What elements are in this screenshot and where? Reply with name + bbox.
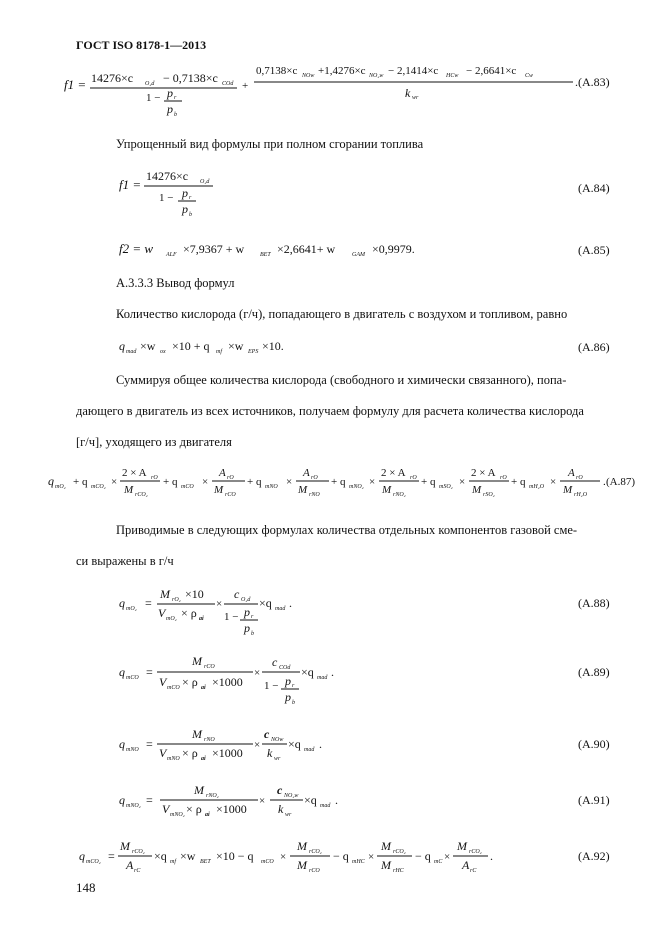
formula-subscript: wr xyxy=(274,756,281,762)
formula-subscript: b xyxy=(292,700,295,706)
formula-subscript: rNO₂ xyxy=(393,492,406,498)
formula-text: × xyxy=(550,476,557,488)
formula-text: . xyxy=(603,476,606,488)
formula-text: V xyxy=(159,746,167,760)
formula-subscript: BET xyxy=(200,859,211,865)
formula-subscript: NO₂w xyxy=(284,793,299,799)
formula-text: × xyxy=(369,476,376,488)
formula-text: A xyxy=(126,858,134,872)
formula-subscript: ox xyxy=(160,349,166,355)
formula-text: A xyxy=(219,467,226,479)
formula-text: × xyxy=(259,795,266,807)
formula-text: = xyxy=(146,665,153,679)
formula-subscript: mCO xyxy=(261,859,274,865)
document-header: ГОСТ ISO 8178-1—2013 xyxy=(76,38,207,52)
formula-text: p xyxy=(285,674,291,688)
formula-text: + q xyxy=(511,476,526,488)
formula-text: + q xyxy=(73,476,88,488)
formula-subscript: mSO₂ xyxy=(439,484,453,490)
formula-subscript: GAM xyxy=(352,252,365,258)
formula-text: f2 = w xyxy=(119,241,154,256)
formula-text: × xyxy=(368,851,375,863)
formula-subscript: mCO xyxy=(126,675,139,681)
formula-subscript: mHC xyxy=(352,859,365,865)
formula-subscript: rO xyxy=(410,475,417,481)
formula-text: 14276×c xyxy=(91,71,134,85)
formula-text: × xyxy=(444,851,451,863)
formula-text: ×7,9367 + w xyxy=(183,242,245,256)
formula-text: 2 × A xyxy=(471,467,496,479)
formula-subscript: mC xyxy=(434,859,443,865)
formula-text: k xyxy=(278,802,284,816)
formula-subscript: NOw xyxy=(302,73,315,79)
formula-text: M xyxy=(382,484,392,496)
formula-text: M xyxy=(472,484,482,496)
formula-subscript: rSO₂ xyxy=(483,492,495,498)
formula-text: +1,4276×c xyxy=(318,65,366,77)
formula-text: q xyxy=(119,737,125,751)
formula-subscript: NO₂w xyxy=(369,73,384,79)
section-heading: A.3.3.3 Вывод формул xyxy=(116,276,235,290)
paragraph: дающего в двигатель из всех источников, получаем формулу для расчета количества кислорода xyxy=(76,404,584,418)
formula-text: 1 − xyxy=(264,680,279,692)
formula-text: M xyxy=(457,839,467,853)
formula-subscript: rC xyxy=(134,868,141,874)
formula-text: p xyxy=(182,202,188,216)
formula-text: 1 − xyxy=(146,92,161,104)
formula-text: M xyxy=(214,484,224,496)
formula-text: − 2,1414×c xyxy=(388,65,439,77)
formula-text: ×1000 xyxy=(212,746,243,760)
formula-text: p xyxy=(167,102,173,116)
formula-subscript: rH₂O xyxy=(574,492,588,498)
formula-text: k xyxy=(267,746,273,760)
formula-text: = xyxy=(146,793,153,807)
formula-text: p xyxy=(244,605,250,619)
formula-text: × xyxy=(216,598,223,610)
formula-subscript: mad xyxy=(320,803,331,809)
formula-subscript: rO xyxy=(576,475,583,481)
formula-subscript: BET xyxy=(260,252,271,258)
formula-text: ×q xyxy=(304,793,317,807)
formula-subscript: rNO xyxy=(204,737,215,743)
formula-text: ×q xyxy=(301,665,314,679)
formula-a91 xyxy=(0,778,661,822)
equation-number: (A.85) xyxy=(578,243,610,257)
formula-subscript: rO xyxy=(311,475,318,481)
formula-subscript: b xyxy=(251,631,254,637)
formula-subscript: COd xyxy=(279,665,291,671)
formula-text: ×w xyxy=(140,339,156,353)
formula-text: + xyxy=(242,80,249,92)
equation-number: (A.86) xyxy=(578,340,610,354)
formula-subscript: mNO₂ xyxy=(349,484,364,490)
equation-number: (A.84) xyxy=(578,181,610,195)
formula-text: × ρ xyxy=(182,675,198,689)
formula-text: × xyxy=(286,476,293,488)
formula-subscript: mO₂ xyxy=(166,616,177,622)
formula-text: A xyxy=(303,467,310,479)
formula-text: × ρ xyxy=(181,606,197,620)
formula-subscript: NOw xyxy=(271,737,284,743)
formula-subscript: ai xyxy=(199,616,204,622)
formula-text: c xyxy=(264,727,270,741)
formula-text: ×q xyxy=(259,596,272,610)
equation-number: (A.88) xyxy=(578,596,610,610)
formula-subscript: r xyxy=(174,95,177,101)
formula-text: M xyxy=(192,727,202,741)
formula-subscript: mf xyxy=(216,349,222,355)
equation-number: (A.89) xyxy=(578,665,610,679)
formula-subscript: rHC xyxy=(393,868,404,874)
paragraph: [г/ч], уходящего из двигателя xyxy=(76,435,232,449)
formula-text: p xyxy=(285,690,291,704)
formula-text: + q xyxy=(247,476,262,488)
formula-text: × xyxy=(254,667,261,679)
formula-text: . xyxy=(490,849,493,863)
formula-a89 xyxy=(0,648,661,710)
formula-text: ×q xyxy=(288,737,301,751)
formula-subscript: rCO₂ xyxy=(309,849,322,855)
formula-text: . xyxy=(289,596,292,610)
formula-text: × xyxy=(202,476,209,488)
formula-subscript: r xyxy=(292,683,295,689)
formula-subscript: O₂d xyxy=(145,81,155,87)
formula-text: M xyxy=(297,839,307,853)
formula-text: A xyxy=(568,467,575,479)
equation-number: (A.83) xyxy=(578,75,610,89)
formula-subscript: O₂d xyxy=(241,597,251,603)
formula-subscript: ai xyxy=(201,756,206,762)
formula-text: M xyxy=(381,858,391,872)
paragraph: Количество кислорода (г/ч), попадающего в двигатель с воздухом и топливом, равно xyxy=(116,307,568,321)
formula-a86 xyxy=(0,334,661,358)
formula-text: A xyxy=(462,858,470,872)
formula-lhs: f1 = xyxy=(64,77,87,92)
formula-text: 1 − xyxy=(224,611,239,623)
formula-text: p xyxy=(182,186,188,200)
formula-subscript: wr xyxy=(285,812,292,818)
formula-text: V xyxy=(159,675,167,689)
paragraph: си выражены в г/ч xyxy=(76,554,174,568)
formula-text: ×1000 xyxy=(212,675,243,689)
formula-text: M xyxy=(160,587,170,601)
formula-text: p xyxy=(244,621,250,635)
formula-text: ×10 − q xyxy=(216,849,254,863)
formula-text: 1 − xyxy=(159,192,174,204)
formula-a87 xyxy=(0,461,661,505)
formula-subscript: mCO₂ xyxy=(91,484,106,490)
formula-subscript: HCw xyxy=(446,73,459,79)
formula-text: − 2,6641×c xyxy=(466,65,517,77)
paragraph: Приводимые в следующих формулах количества отдельных компонентов газовой сме- xyxy=(116,523,578,537)
formula-subscript: rCO₂ xyxy=(393,849,406,855)
paragraph: Суммируя общее количества кислорода (свободного и химически связанного), попа- xyxy=(116,373,567,387)
formula-subscript: O₂d xyxy=(200,179,210,185)
formula-text: k xyxy=(405,86,411,100)
formula-subscript: EPS xyxy=(248,349,259,355)
formula-subscript: mNO xyxy=(167,756,180,762)
formula-text: . xyxy=(335,793,338,807)
formula-text: 2 × A xyxy=(122,467,147,479)
formula-text: q xyxy=(119,339,125,353)
formula-text: = xyxy=(108,849,115,863)
formula-a84 xyxy=(0,162,661,222)
formula-text: × xyxy=(254,739,261,751)
formula-subscript: mO₂ xyxy=(126,606,137,612)
formula-text: V xyxy=(158,606,166,620)
formula-subscript: Cw xyxy=(525,73,534,79)
formula-subscript: mNO xyxy=(126,747,139,753)
formula-text: ×10 xyxy=(185,587,204,601)
formula-subscript: mCO xyxy=(181,484,194,490)
formula-subscript: rO₂ xyxy=(172,597,181,603)
formula-text: M xyxy=(194,783,204,797)
equation-number: (A.87) xyxy=(606,476,636,488)
formula-text: 14276×c xyxy=(146,169,189,183)
formula-subscript: rO xyxy=(151,475,158,481)
formula-text: . xyxy=(331,665,334,679)
formula-subscript: mNO₂ xyxy=(126,803,141,809)
formula-subscript: wr xyxy=(412,95,419,101)
formula-subscript: mNO₂ xyxy=(170,812,185,818)
formula-subscript: r xyxy=(189,195,192,201)
formula-subscript: mad xyxy=(126,349,137,355)
formula-subscript: mO₂ xyxy=(55,484,66,490)
formula-text: − 0,7138×c xyxy=(163,71,218,85)
formula-text: + q xyxy=(331,476,346,488)
formula-subscript: rNO xyxy=(309,492,320,498)
formula-text: . xyxy=(575,75,578,89)
formula-subscript: mNO xyxy=(265,484,278,490)
formula-text: ×10 + q xyxy=(172,339,210,353)
formula-text: ×2,6641+ w xyxy=(277,242,336,256)
formula-subscript: mCO xyxy=(167,685,180,691)
formula-lhs: f1 = xyxy=(119,177,142,192)
formula-a88 xyxy=(0,580,661,642)
formula-text: ×1000 xyxy=(216,802,247,816)
formula-text: × xyxy=(280,851,287,863)
formula-subscript: COd xyxy=(222,81,234,87)
formula-text: c xyxy=(277,783,283,797)
formula-text: c xyxy=(234,587,240,601)
formula-text: q xyxy=(48,474,54,488)
formula-text: ×0,9979. xyxy=(372,242,415,256)
formula-subscript: ai xyxy=(205,812,210,818)
equation-number: (A.90) xyxy=(578,737,610,751)
formula-subscript: b xyxy=(189,212,192,218)
page-number: 148 xyxy=(76,880,96,895)
formula-text: M xyxy=(124,484,134,496)
formula-subscript: r xyxy=(251,614,254,620)
formula-text: ×10. xyxy=(262,339,284,353)
formula-text: M xyxy=(120,839,130,853)
formula-text: p xyxy=(167,86,173,100)
formula-subscript: rO xyxy=(227,475,234,481)
formula-subscript: b xyxy=(174,112,177,118)
formula-text: M xyxy=(381,839,391,853)
formula-text: V xyxy=(162,802,170,816)
formula-text: ×w xyxy=(180,849,196,863)
formula-subscript: rCO xyxy=(309,868,320,874)
formula-a90 xyxy=(0,722,661,766)
formula-text: + q xyxy=(163,476,178,488)
formula-text: c xyxy=(272,655,278,669)
equation-number: (A.92) xyxy=(578,849,610,863)
formula-text: × xyxy=(459,476,466,488)
formula-text: 0,7138×c xyxy=(256,65,298,77)
formula-text: × ρ xyxy=(182,746,198,760)
formula-text: . xyxy=(319,737,322,751)
formula-subscript: mad xyxy=(317,675,328,681)
formula-a83 xyxy=(0,58,661,128)
formula-text: M xyxy=(298,484,308,496)
formula-subscript: mH₂O xyxy=(529,484,545,490)
formula-text: ×w xyxy=(228,339,244,353)
formula-text: q xyxy=(79,849,85,863)
formula-text: = xyxy=(145,596,152,610)
formula-subscript: ALF xyxy=(166,252,177,258)
formula-a92 xyxy=(0,834,661,878)
formula-subscript: mad xyxy=(275,606,286,612)
paragraph: Упрощенный вид формулы при полном сгорании топлива xyxy=(116,137,424,151)
formula-subscript: ai xyxy=(201,685,206,691)
formula-text: q xyxy=(119,596,125,610)
formula-subscript: rCO xyxy=(204,664,215,670)
formula-a85 xyxy=(0,236,661,260)
formula-subscript: rO xyxy=(500,475,507,481)
formula-text: 2 × A xyxy=(381,467,406,479)
formula-subscript: mf xyxy=(170,859,176,865)
formula-text: q xyxy=(119,665,125,679)
formula-subscript: rCO₂ xyxy=(135,492,148,498)
formula-text: − q xyxy=(333,849,349,863)
formula-subscript: rCO₂ xyxy=(469,849,482,855)
formula-text: ×q xyxy=(154,849,167,863)
formula-subscript: rCO₂ xyxy=(132,849,145,855)
formula-text: = xyxy=(146,737,153,751)
formula-text: q xyxy=(119,793,125,807)
formula-subscript: rNO₂ xyxy=(206,793,219,799)
formula-subscript: rCO xyxy=(225,492,236,498)
formula-text: − q xyxy=(415,849,431,863)
formula-text: × ρ xyxy=(186,802,202,816)
formula-text: + q xyxy=(421,476,436,488)
equation-number: (A.91) xyxy=(578,793,610,807)
formula-subscript: rC xyxy=(470,868,477,874)
formula-text: M xyxy=(297,858,307,872)
formula-text: M xyxy=(563,484,573,496)
formula-subscript: mad xyxy=(304,747,315,753)
formula-subscript: mCO₂ xyxy=(86,859,101,865)
formula-text: M xyxy=(192,654,202,668)
formula-text: × xyxy=(111,476,118,488)
